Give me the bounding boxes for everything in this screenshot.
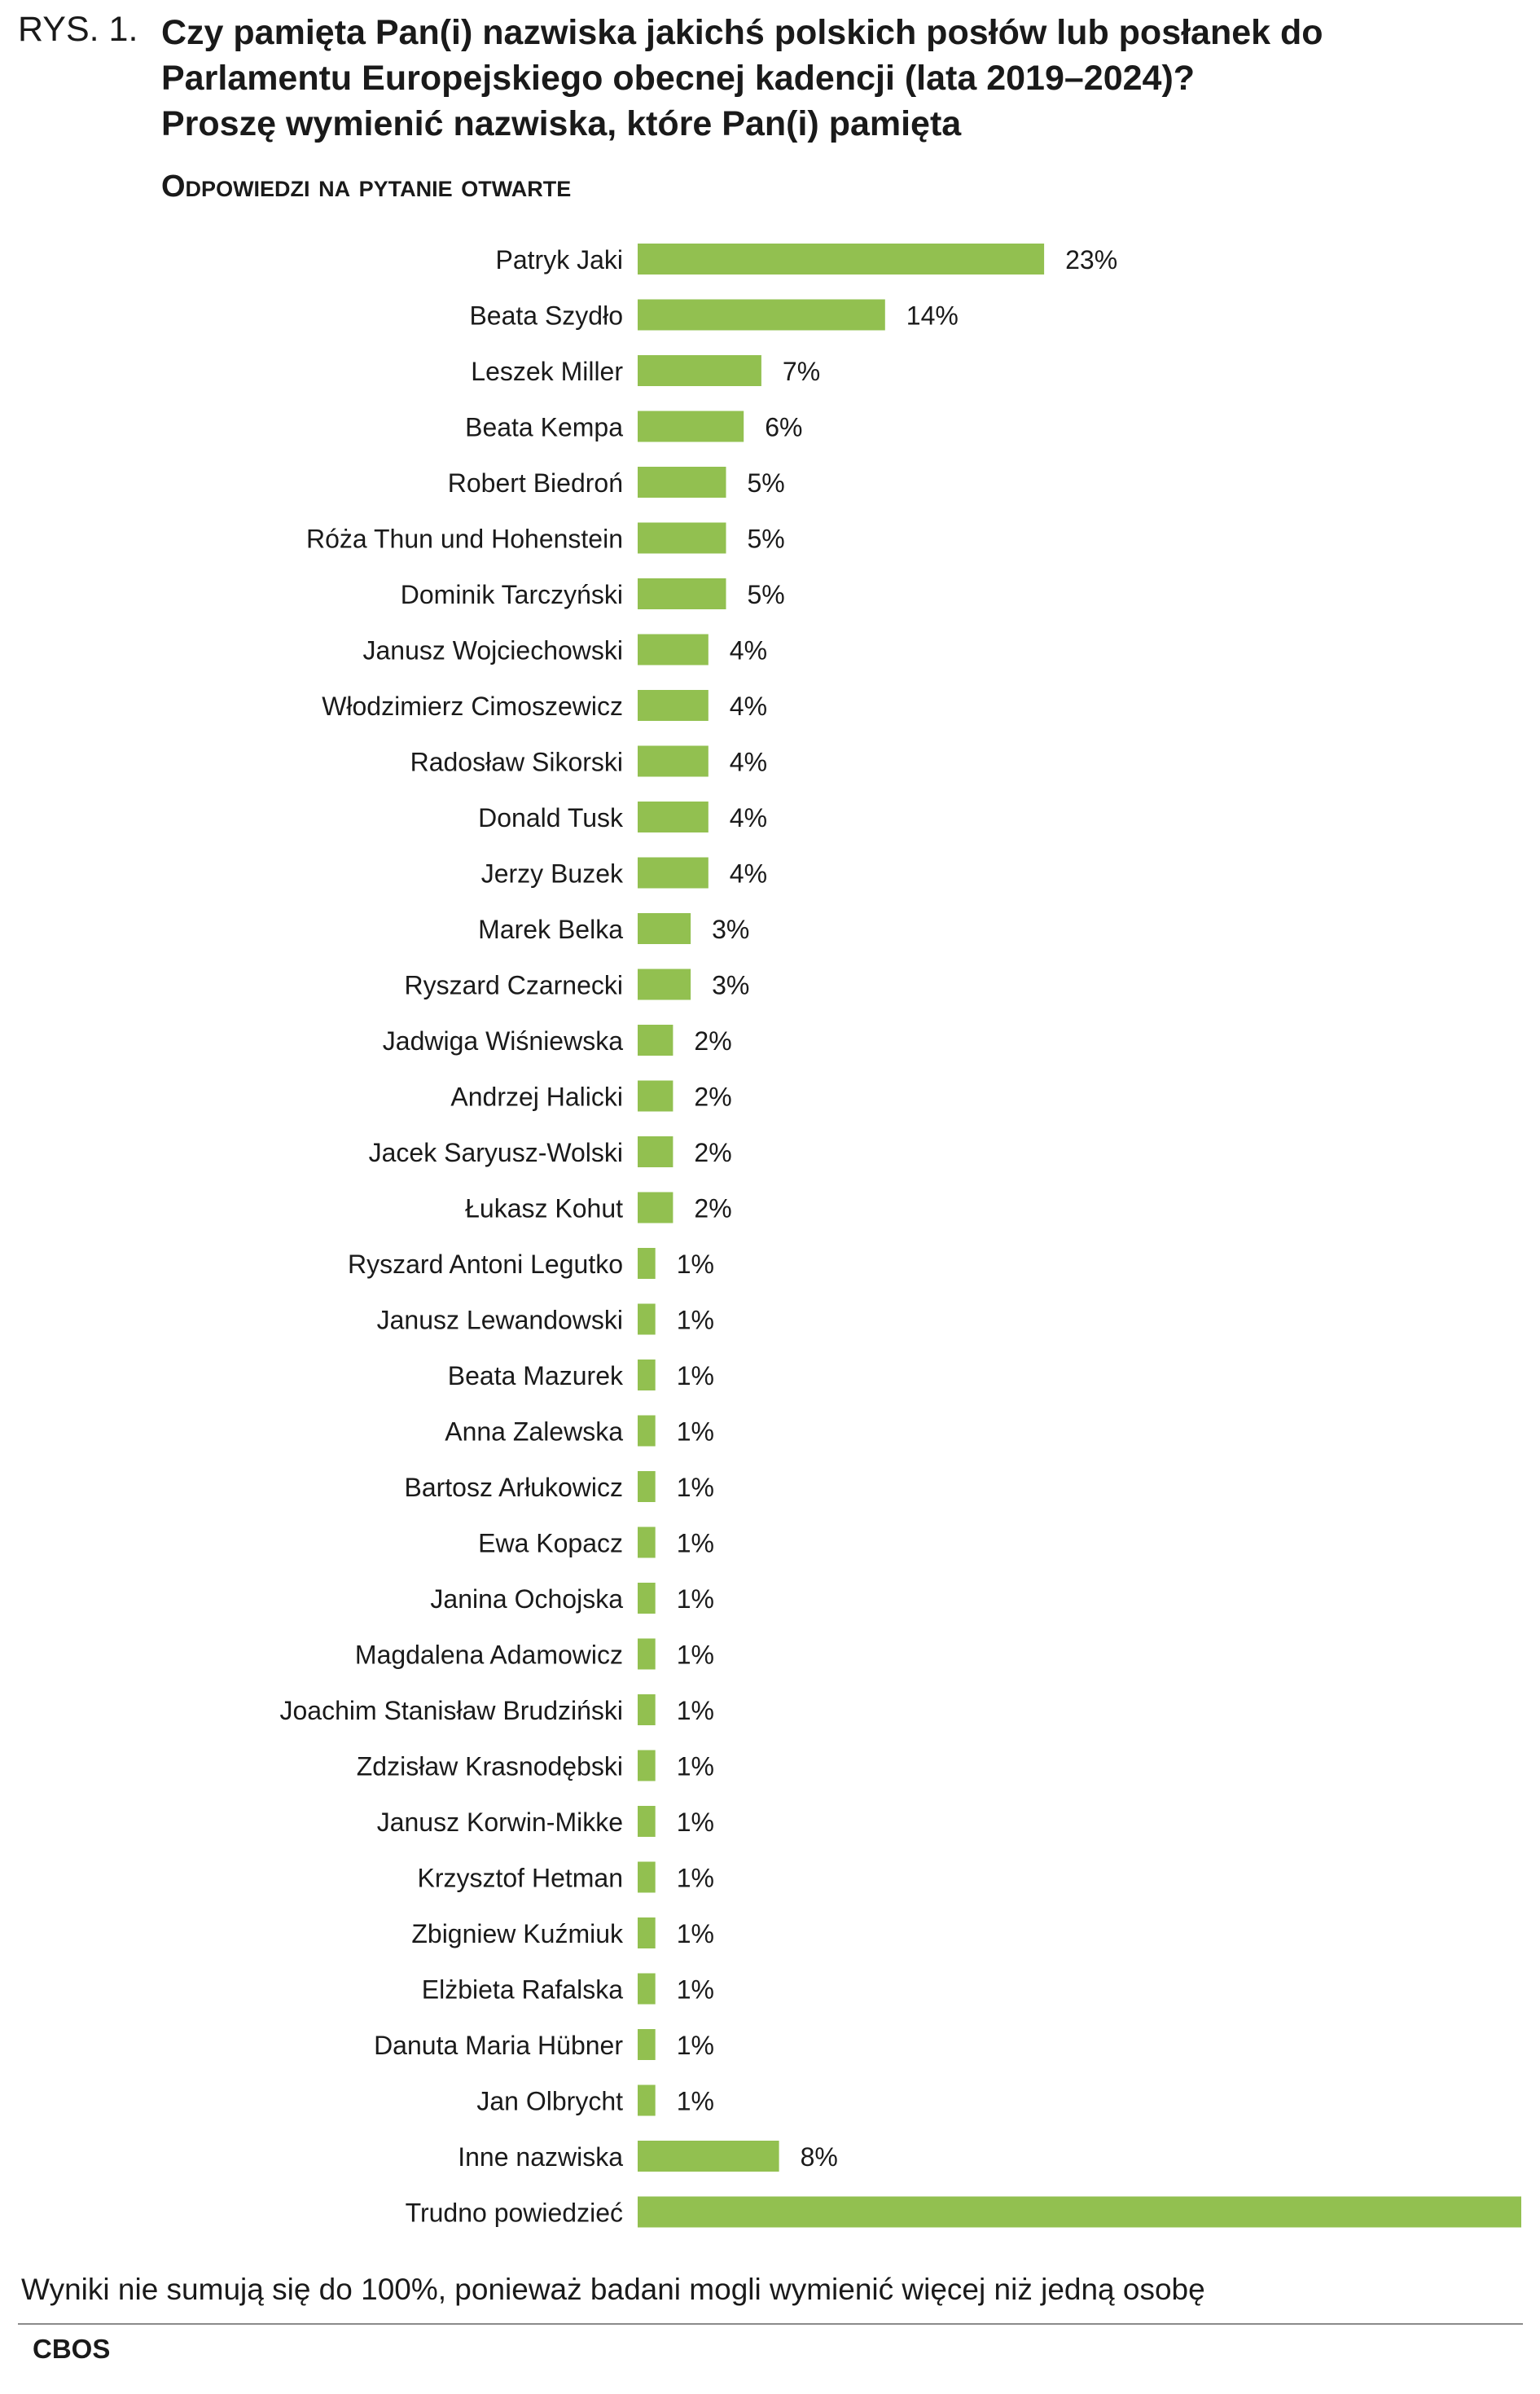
bar [638,2029,656,2060]
value-label: 4% [729,859,768,889]
bar [638,913,691,944]
bar [638,1081,673,1112]
title-line: Proszę wymienić nazwiska, które Pan(i) pamięta [161,104,962,143]
category-label: Patryk Jaki [495,245,623,275]
category-label: Jan Olbrycht [476,2086,623,2116]
bar [638,2141,779,2172]
category-label: Trudno powiedzieć [405,2198,623,2228]
value-label: 1% [676,1361,714,1390]
bar [638,1025,673,1056]
category-label: Janina Ochojska [430,1584,623,1614]
bar [638,1416,656,1447]
category-label: Robert Biedroń [447,468,623,498]
category-label: Ryszard Czarnecki [404,970,623,1000]
bar [638,1248,656,1279]
category-label: Ewa Kopacz [478,1528,623,1558]
category-label: Beata Mazurek [447,1361,623,1390]
bar [638,802,709,832]
subtitle-text: Odpowiedzi na pytanie otwarte [161,169,572,204]
category-label: Jerzy Buzek [480,859,623,889]
value-label: 1% [676,1473,714,1502]
value-label: 1% [676,1250,714,1279]
bar [638,858,709,889]
bar [638,635,709,665]
bar [638,746,709,777]
bar [638,1304,656,1335]
bar [638,2085,656,2116]
category-label: Bartosz Arłukowicz [404,1473,623,1502]
bar [638,1750,656,1781]
bar [638,467,726,498]
category-label: Włodzimierz Cimoszewicz [322,692,623,721]
bar [638,244,1044,275]
value-label: 2% [694,1138,732,1167]
value-label: 1% [676,1975,714,2005]
value-label: 7% [782,357,821,386]
value-label: 3% [712,970,750,1000]
value-label: 1% [676,1417,714,1447]
category-label: Janusz Korwin-Mikke [376,1808,623,1837]
category-label: Janusz Lewandowski [376,1305,623,1335]
bar [638,2197,1521,2228]
divider [18,2323,1523,2325]
value-label: 6% [765,412,803,442]
category-label: Marek Belka [478,915,623,944]
value-label: 5% [747,468,785,498]
category-label: Zdzisław Krasnodębski [356,1751,623,1781]
value-label: 1% [676,2086,714,2116]
bar [638,411,744,442]
bar [638,1917,656,1948]
category-label: Danuta Maria Hübner [374,2031,623,2060]
value-label: 5% [747,580,785,609]
source-label: CBOS [33,2334,111,2364]
category-label: Łukasz Kohut [465,1193,623,1223]
value-label: 1% [676,1305,714,1335]
value-label: 4% [729,747,768,777]
category-label: Krzysztof Hetman [417,1863,623,1893]
category-label: Zbigniew Kuźmiuk [411,1919,623,1948]
bar [638,1583,656,1614]
bar [638,1527,656,1558]
bar [638,1862,656,1893]
value-label: 1% [676,2031,714,2060]
category-label: Donald Tusk [478,803,623,832]
figure-label: RYS. 1. [18,10,138,49]
value-label: 1% [676,1919,714,1948]
footnote: Wyniki nie sumują się do 100%, ponieważ badani mogli wymienić więcej niż jedną osobę [21,2273,1205,2306]
bar [638,1806,656,1837]
bar [638,1471,656,1502]
category-label: Beata Szydło [469,301,623,331]
value-label: 5% [747,524,785,554]
title-line: Czy pamięta Pan(i) nazwiska jakichś polskich posłów lub posłanek do [161,13,1323,52]
value-label: 1% [676,1808,714,1837]
bar [638,690,709,721]
category-label: Magdalena Adamowicz [354,1640,623,1670]
category-label: Andrzej Halicki [450,1082,623,1112]
category-label: Janusz Wojciechowski [362,635,623,665]
value-label: 1% [676,1863,714,1893]
bar [638,1360,656,1390]
category-label: Inne nazwiska [458,2142,623,2172]
bar [638,355,761,386]
category-label: Jacek Saryusz-Wolski [368,1138,623,1167]
bar [638,1639,656,1670]
category-label: Jadwiga Wiśniewska [382,1026,623,1056]
bar [638,1694,656,1725]
category-label: Beata Kempa [465,412,623,442]
category-label: Leszek Miller [471,357,623,386]
value-label: 1% [676,1696,714,1725]
value-label: 23% [1065,245,1118,275]
category-label: Joachim Stanisław Brudziński [279,1696,623,1725]
value-label: 1% [676,1640,714,1670]
value-label: 1% [676,1751,714,1781]
value-label: 14% [906,301,959,331]
value-label: 2% [694,1193,732,1223]
bar [638,300,885,331]
category-label: Elżbieta Rafalska [421,1975,623,2005]
value-label: 4% [729,692,768,721]
value-label: 2% [694,1026,732,1056]
bar [638,1136,673,1167]
category-label: Dominik Tarczyński [400,580,623,609]
value-label: 3% [712,915,750,944]
value-label: 4% [729,803,768,832]
title-line: Parlamentu Europejskiego obecnej kadencji (lata 2019–2024)? [161,59,1196,98]
value-label: 8% [800,2142,838,2172]
bar [638,1974,656,2005]
category-label: Anna Zalewska [445,1417,623,1447]
category-label: Róża Thun und Hohenstein [305,524,623,554]
bar [638,523,726,554]
bar [638,578,726,609]
value-label: 1% [676,1528,714,1558]
value-label: 2% [694,1082,732,1112]
value-label: 4% [729,635,768,665]
category-label: Ryszard Antoni Legutko [348,1250,623,1279]
bar [638,969,691,1000]
category-label: Radosław Sikorski [410,747,623,777]
bar [638,1193,673,1223]
value-label: 1% [676,1584,714,1614]
